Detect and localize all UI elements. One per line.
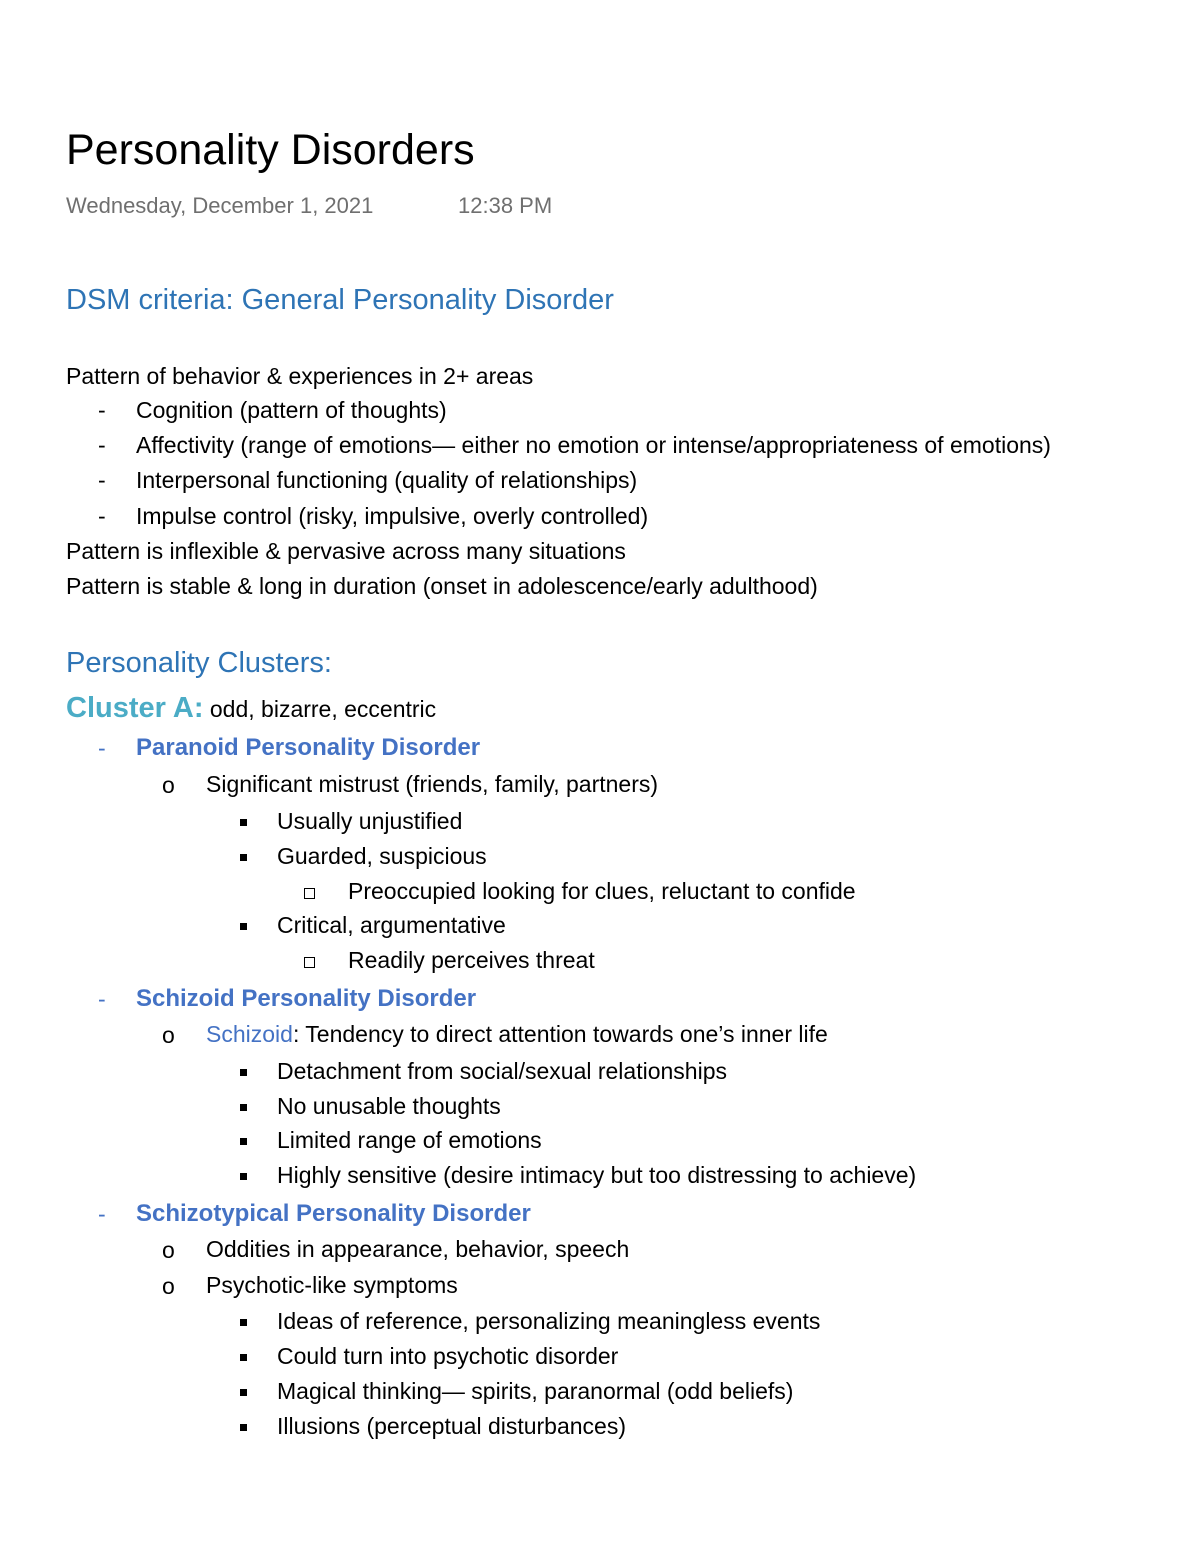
dash-marker: -: [98, 503, 106, 529]
square-bullet: [240, 1341, 247, 1371]
schizoid-definition-line: [206, 1019, 828, 1049]
square-bullet: [240, 1056, 247, 1086]
section-heading-dsm: DSM criteria: General Personality Disorder: [66, 284, 614, 316]
dsm-item: Affectivity (range of emotions— either no emotion or intense/appropriateness of emotions): [136, 432, 1051, 458]
schizotypical-subpoint: Magical thinking— spirits, paranormal (odd beliefs): [277, 1378, 794, 1404]
paranoid-point: Significant mistrust (friends, family, partners): [206, 771, 659, 797]
schizoid-term: Schizoid: [206, 1021, 293, 1047]
dash-marker: -: [98, 1201, 106, 1227]
circle-marker: o: [162, 772, 175, 798]
schizotypical-subpoint: Ideas of reference, personalizing meaningless events: [277, 1308, 821, 1334]
disorder-name-paranoid: Paranoid Personality Disorder: [136, 734, 481, 761]
schizoid-subpoint: Highly sensitive (desire intimacy but too distressing to achieve): [277, 1162, 917, 1188]
schizoid-subpoint: Detachment from social/sexual relationships: [277, 1058, 727, 1084]
dsm-note: Pattern is stable & long in duration (onset in adolescence/early adulthood): [66, 573, 818, 599]
square-bullet: [240, 910, 247, 940]
schizoid-definition: : Tendency to direct attention towards one’s inner life: [292, 1021, 828, 1047]
cluster-a-label: Cluster A:: [66, 692, 204, 724]
paranoid-subpoint: Usually unjustified: [277, 808, 463, 834]
cluster-a-desc: odd, bizarre, eccentric: [203, 696, 437, 722]
square-bullet: [240, 1160, 247, 1190]
hollow-square-bullet: [304, 946, 315, 976]
page-title: Personality Disorders: [66, 126, 475, 174]
square-bullet: [240, 1091, 247, 1121]
paranoid-detail: Readily perceives threat: [348, 947, 595, 973]
paranoid-subpoint: Guarded, suspicious: [277, 843, 487, 869]
paranoid-subpoint: Critical, argumentative: [277, 912, 506, 938]
dsm-item: Impulse control (risky, impulsive, overly controlled): [136, 503, 649, 529]
disorder-name-schizoid: Schizoid Personality Disorder: [136, 985, 477, 1012]
dash-marker: -: [98, 397, 106, 423]
dsm-intro: Pattern of behavior & experiences in 2+ areas: [66, 363, 534, 389]
square-bullet: [240, 1306, 247, 1336]
note-date: Wednesday, December 1, 2021: [66, 193, 374, 218]
schizoid-subpoint: No unusable thoughts: [277, 1093, 501, 1119]
schizotypical-subpoint: Could turn into psychotic disorder: [277, 1343, 619, 1369]
square-bullet: [240, 1411, 247, 1441]
schizotypical-point: Oddities in appearance, behavior, speech: [206, 1236, 630, 1262]
schizotypical-subpoint: Illusions (perceptual disturbances): [277, 1413, 627, 1439]
dash-marker: -: [98, 735, 106, 761]
dash-marker: -: [98, 986, 106, 1012]
dsm-item: Interpersonal functioning (quality of relationships): [136, 467, 638, 493]
note-time: 12:38 PM: [458, 193, 553, 218]
dsm-item: Cognition (pattern of thoughts): [136, 397, 447, 423]
circle-marker: o: [162, 1237, 175, 1263]
section-heading-clusters: Personality Clusters:: [66, 647, 332, 679]
hollow-square-bullet: [304, 877, 315, 907]
circle-marker: o: [162, 1022, 175, 1048]
disorder-name-schizotypical: Schizotypical Personality Disorder: [136, 1200, 531, 1227]
square-bullet: [240, 806, 247, 836]
cluster-a-line: [66, 690, 436, 727]
circle-marker: o: [162, 1273, 175, 1299]
dash-marker: -: [98, 432, 106, 458]
square-bullet: [240, 841, 247, 871]
square-bullet: [240, 1376, 247, 1406]
schizoid-subpoint: Limited range of emotions: [277, 1127, 542, 1153]
square-bullet: [240, 1125, 247, 1155]
dash-marker: -: [98, 467, 106, 493]
paranoid-detail: Preoccupied looking for clues, reluctant to confide: [348, 878, 856, 904]
dsm-note: Pattern is inflexible & pervasive across many situations: [66, 538, 626, 564]
schizotypical-point: Psychotic-like symptoms: [206, 1272, 458, 1298]
